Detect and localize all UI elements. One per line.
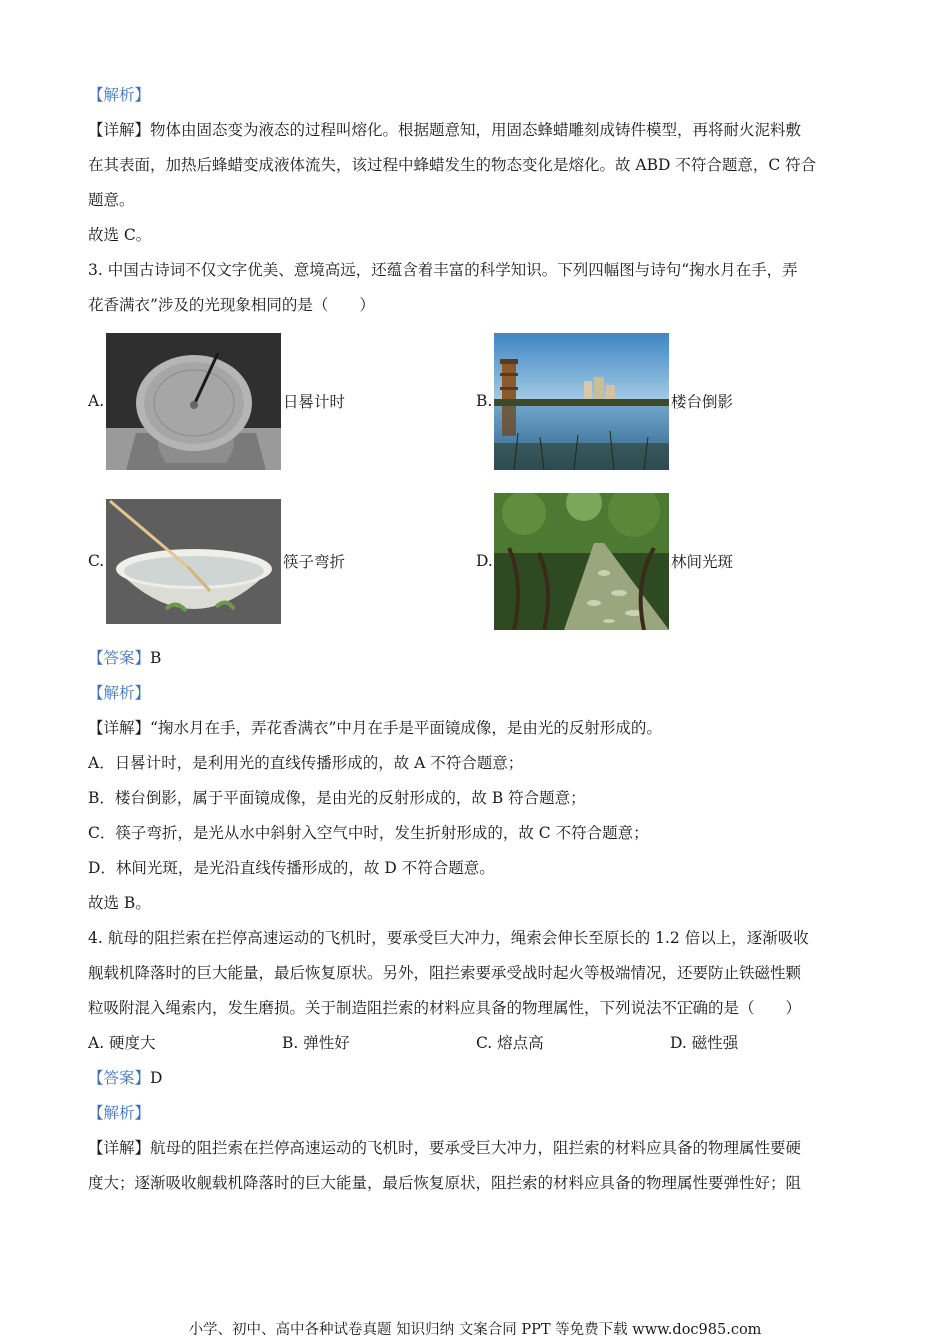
option-letter: A. xyxy=(88,392,105,410)
q4-stem-line-1: 4. 航母的阻拦索在拦停高速运动的飞机时，要承受巨大冲力，绳索会伸长至原长的 1.2 倍以上，逐渐吸收 xyxy=(88,929,809,947)
q3-answer: 【答案】B xyxy=(88,649,162,667)
q3-conclusion: 故选 B。 xyxy=(88,894,151,912)
q4-option-a: A. 硬度大 xyxy=(88,1034,156,1052)
option-letter: D. xyxy=(476,552,493,570)
q4-analysis-tag: 【解析】 xyxy=(88,1104,151,1122)
option-caption: 楼台倒影 xyxy=(671,393,734,411)
q4-detail-line-1: 【详解】航母的阻拦索在拦停高速运动的飞机时，要承受巨大冲力，阻拦索的材料应具备的物理属性要硬 xyxy=(88,1139,802,1157)
q2-conclusion: 故选 C。 xyxy=(88,226,152,244)
q3-option-d xyxy=(476,491,733,631)
q4-options xyxy=(88,1026,868,1061)
q3-option-b xyxy=(476,331,733,471)
option-caption: 林间光斑 xyxy=(671,553,734,571)
q3-options-row-2 xyxy=(88,491,868,641)
q3-detail: 【详解】“掬水月在手，弄花香满衣”中月在手是平面镜成像，是由光的反射形成的。 xyxy=(88,719,662,737)
q3-option-c xyxy=(88,491,345,631)
q3-explain-a: A．日晷计时，是利用光的直线传播形成的，故 A 不符合题意； xyxy=(88,754,524,772)
sundial-photo xyxy=(106,333,281,470)
option-letter: B. xyxy=(476,392,493,410)
q2-detail-line-2: 在其表面，加热后蜂蜡变成液体流失，该过程中蜂蜡发生的物态变化是熔化。故 ABD 不符合题意，C 符合 xyxy=(88,156,817,174)
q3-explain-c: C．筷子弯折，是光从水中斜射入空气中时，发生折射形成的，故 C 不符合题意； xyxy=(88,824,649,842)
q3-stem-line-1: 3. 中国古诗词不仅文字优美、意境高远，还蕴含着丰富的科学知识。下列四幅图与诗句“掬水月在手，弄 xyxy=(88,261,798,279)
q4-option-c: C. 熔点高 xyxy=(476,1034,544,1052)
chopstick-bowl-photo xyxy=(106,499,281,624)
q2-analysis-tag: 【解析】 xyxy=(88,86,151,104)
page-footer: 小学、初中、高中各种试卷真题 知识归纳 文案合同 PPT 等免费下载 www.doc985.com xyxy=(188,1322,762,1338)
q3-explain-b: B．楼台倒影，属于平面镜成像，是由光的反射形成的，故 B 符合题意； xyxy=(88,789,586,807)
q3-stem-line-2: 花香满衣”涉及的光现象相同的是（ ） xyxy=(88,296,375,314)
q4-stem-line-2: 舰载机降落时的巨大能量，最后恢复原状。另外，阻拦索要承受战时起火等极端情况，还要防止铁磁性颗 xyxy=(88,964,802,982)
document-page xyxy=(88,78,868,1201)
forest-light-spots-photo xyxy=(494,493,669,630)
q4-answer: 【答案】D xyxy=(88,1069,163,1087)
q4-option-d: D. 磁性强 xyxy=(670,1034,739,1052)
option-caption: 日晷计时 xyxy=(283,393,346,411)
q3-options-row-1 xyxy=(88,331,868,491)
q3-explain-d: D．林间光斑，是光沿直线传播形成的，故 D 不符合题意。 xyxy=(88,859,495,877)
option-caption: 筷子弯折 xyxy=(283,553,346,571)
tower-reflection-photo xyxy=(494,333,669,470)
q3-analysis-tag: 【解析】 xyxy=(88,684,151,702)
q4-stem-line-3: 粒吸附混入绳索内，发生磨损。关于制造阻拦索的材料应具备的物理属性，下列说法· · · 不正确的是（ ） xyxy=(88,991,868,1026)
option-letter: C. xyxy=(88,552,105,570)
q4-option-b: B. 弹性好 xyxy=(282,1034,350,1052)
q2-detail-line-1: 【详解】物体由固态变为液态的过程叫熔化。根据题意知，用固态蜂蜡雕刻成铸件模型，再将耐火泥料敷 xyxy=(88,121,802,139)
q3-option-a xyxy=(88,331,345,471)
q2-detail-line-3: 题意。 xyxy=(88,191,135,209)
emphasis-dots: · · · 不正确 xyxy=(662,999,709,1017)
q4-detail-line-2: 度大；逐渐吸收舰载机降落时的巨大能量，最后恢复原状，阻拦索的材料应具备的物理属性要弹性好；阻 xyxy=(88,1174,802,1192)
